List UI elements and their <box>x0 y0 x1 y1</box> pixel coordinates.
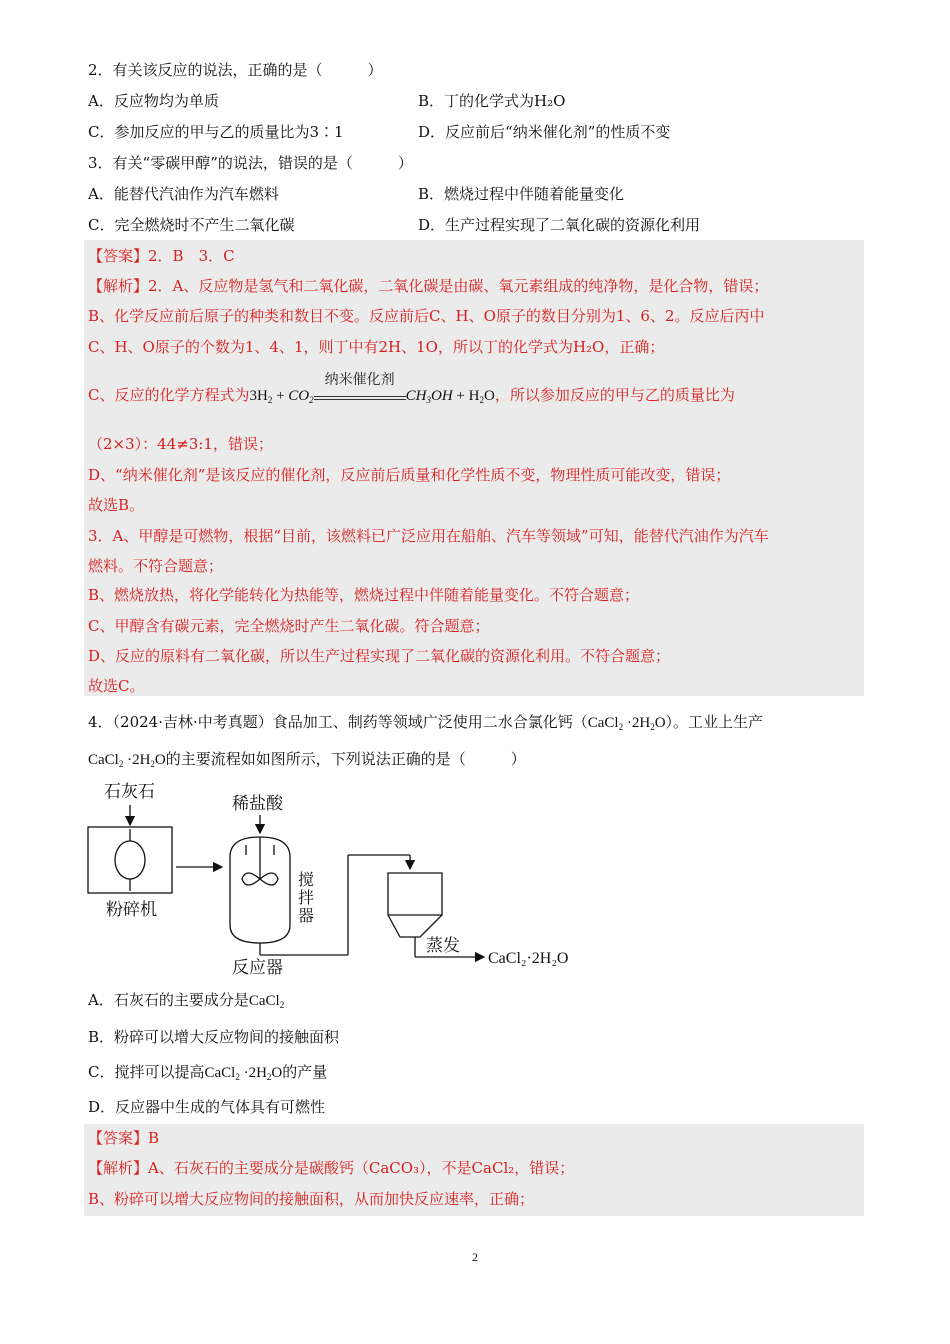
eq-h2: 3H <box>249 388 268 404</box>
q3-option-b: B．燃烧过程中伴随着能量变化 <box>418 185 625 203</box>
catalyst-label: 纳米催化剂 <box>324 372 395 388</box>
analysis-line-10: B、燃烧放热，将化学能转化为热能等，燃烧过程中伴随着能量变化。不符合题意； <box>88 586 640 604</box>
eq-ch3oh: CH <box>405 388 427 404</box>
analysis-equation-line <box>88 372 735 410</box>
q4-option-c <box>88 1062 327 1087</box>
f-ca: CaCl <box>204 1065 236 1081</box>
eq-h2o: H <box>468 388 480 404</box>
formula-cacl2-2h2o <box>588 715 666 731</box>
f-ca: CaCl <box>587 715 619 731</box>
q3-stem: 3．有关“零碳甲醇”的说法，错误的是（ ） <box>88 154 413 172</box>
evaporate-label: 蒸发 <box>426 936 460 956</box>
analysis-line-11: C、甲醇含有碳元素，完全燃烧时产生二氧化碳。符合题意； <box>88 617 490 635</box>
q4-stem-pre: 4．（2024·吉林·中考真题）食品加工、制药等领域广泛使用二水合氯化钙（ <box>88 713 588 731</box>
q3-option-a: A．能替代汽油作为汽车燃料 <box>88 185 279 203</box>
q4-c-pre: C．搅拌可以提高 <box>88 1063 205 1081</box>
eq-sub: 2 <box>479 395 484 405</box>
crusher-label: 粉碎机 <box>106 900 157 920</box>
chemical-equation: $3H_2 + CO_2$ 纳米催化剂 $CH_3OH + H_2O$ <box>249 372 495 405</box>
q2-stem: 2．有关该反应的说法，正确的是（ ） <box>88 61 383 79</box>
q4-option-d: D．反应器中生成的气体具有可燃性 <box>88 1098 326 1116</box>
f-sub: 2 <box>279 1000 285 1010</box>
f-sub: 2 <box>618 722 624 732</box>
q4-analysis-line-1 <box>88 1158 574 1178</box>
f-sub: 2 <box>150 759 155 769</box>
stirrer-char-3: 器 <box>298 906 315 925</box>
analysis-tag: 【解析】 <box>88 277 149 295</box>
eq-sub: 2 <box>267 395 273 405</box>
reactor-label: 反应器 <box>232 958 283 978</box>
q4-stem-post: ）。工业上生产 <box>665 713 764 731</box>
analysis-line-12: D、反应的原料有二氧化碳，所以生产过程实现了二氧化碳的资源化利用。不符合题意； <box>88 647 671 665</box>
eq-oh: OH <box>430 388 453 404</box>
f-o: O <box>271 1065 283 1081</box>
stirrer-char-2: 拌 <box>298 888 315 907</box>
q2-option-c: C．参加反应的甲与乙的质量比为3∶1 <box>88 123 344 141</box>
analysis-line-7: 故选B。 <box>88 496 145 514</box>
f-o: O <box>654 715 666 731</box>
limestone-label: 石灰石 <box>104 782 155 802</box>
eq-o: O <box>483 388 495 404</box>
analysis-line-8: 3．A、甲醇是可燃物，根据“目前，该燃料已广泛应用在船舶、汽车等领域”可知，能替代汽油作为汽车 <box>88 527 769 545</box>
analysis-line-9: 燃料。不符合题意； <box>88 557 224 575</box>
page-number: 2 <box>472 1250 478 1264</box>
answer-value: 2．B 3．C <box>148 247 235 265</box>
f-ca: CaCl <box>248 993 280 1009</box>
analysis-line-2: B、化学反应前后原子的种类和数目不变。反应前后C、H、O原子的数目分别为1、6、2。反应后丙中 <box>88 307 765 325</box>
q4-option-b: B．粉碎可以增大反应物间的接触面积 <box>88 1028 340 1046</box>
q4-stem2-post: 的主要流程如如图所示，下列说法正确的是（ ） <box>165 750 526 768</box>
f-dot: ·2H <box>623 715 651 731</box>
q4-stem-line-2 <box>88 749 526 774</box>
equation-prefix: C、反应的化学方程式为 <box>88 386 250 404</box>
evaporator-vessel <box>388 873 442 937</box>
analysis-tag: 【解析】 <box>88 1159 149 1177</box>
q2-option-b: B．丁的化学式为H₂O <box>418 92 566 110</box>
catalyst-arrow <box>314 372 406 400</box>
f-sub: 2 <box>118 759 124 769</box>
f-o: O <box>154 752 166 768</box>
eq-plus: + <box>272 388 289 404</box>
formula-cacl2-2h2o <box>88 752 166 768</box>
answer-tag: 【答案】 <box>88 1129 149 1147</box>
analysis-line-3: C、H、O原子的个数为1、4、1，则丁中有2H、1O，所以丁的化学式为H₂O，正确； <box>88 338 665 356</box>
answer-line-q4 <box>88 1128 159 1148</box>
eq-plus: + <box>452 388 469 404</box>
q2-option-a: A．反应物均为单质 <box>88 92 219 110</box>
answer-tag: 【答案】 <box>88 247 149 265</box>
answer-line-q2-q3 <box>88 246 235 266</box>
analysis-line-6: D、“纳米催化剂”是该反应的催化剂，反应前后质量和化学性质不变，物理性质可能改变，错误； <box>88 466 731 484</box>
answer-value: B <box>148 1129 160 1147</box>
q4-stem-line-1 <box>88 712 763 737</box>
q3-option-c: C．完全燃烧时不产生二氧化碳 <box>88 216 295 234</box>
f-sub: 2 <box>235 1072 240 1082</box>
analysis-line-1 <box>88 276 768 296</box>
equation-suffix: ，所以参加反应的甲与乙的质量比为 <box>494 386 735 404</box>
q4-option-a <box>88 990 284 1015</box>
analysis-line-5: （2×3）：44≠3:1，错误； <box>88 435 273 453</box>
q4-c-post: 的产量 <box>282 1063 328 1081</box>
q3-option-d: D．生产过程实现了二氧化碳的资源化利用 <box>418 216 701 234</box>
q4-a-text: A．石灰石的主要成分是 <box>88 991 249 1009</box>
analysis-line-13: 故选C。 <box>88 677 145 695</box>
dilute-hcl-label: 稀盐酸 <box>232 794 283 814</box>
analysis-text: A、石灰石的主要成分是碳酸钙（CaCO₃），不是CaCl₂，错误； <box>148 1159 575 1177</box>
eq-co2: CO <box>288 388 310 404</box>
f-sub: 2 <box>650 722 655 732</box>
formula-cacl2 <box>249 993 284 1009</box>
q2-option-d: D．反应前后“纳米催化剂”的性质不变 <box>418 123 671 141</box>
formula-cacl2-2h2o <box>204 1065 282 1081</box>
q4-analysis-line-2: B、粉碎可以增大反应物间的接触面积，从而加快反应速率，正确； <box>88 1190 535 1208</box>
stirrer-char-1: 搅 <box>298 870 315 889</box>
f-sub: 2 <box>266 1072 272 1082</box>
f-dot: ·2H <box>239 1065 267 1081</box>
f-dot: ·2H <box>123 752 151 768</box>
crusher-drum-icon <box>115 841 145 879</box>
product-label: CaCl₂·2H₂O <box>488 950 569 967</box>
eq-sub: 2 <box>309 395 314 405</box>
analysis-text: 2．A、反应物是氢气和二氧化碳，二氧化碳是由碳、氧元素组成的纯净物，是化合物，错误； <box>148 277 769 295</box>
f-ca: CaCl <box>88 752 119 768</box>
process-flow-diagram <box>80 775 600 985</box>
